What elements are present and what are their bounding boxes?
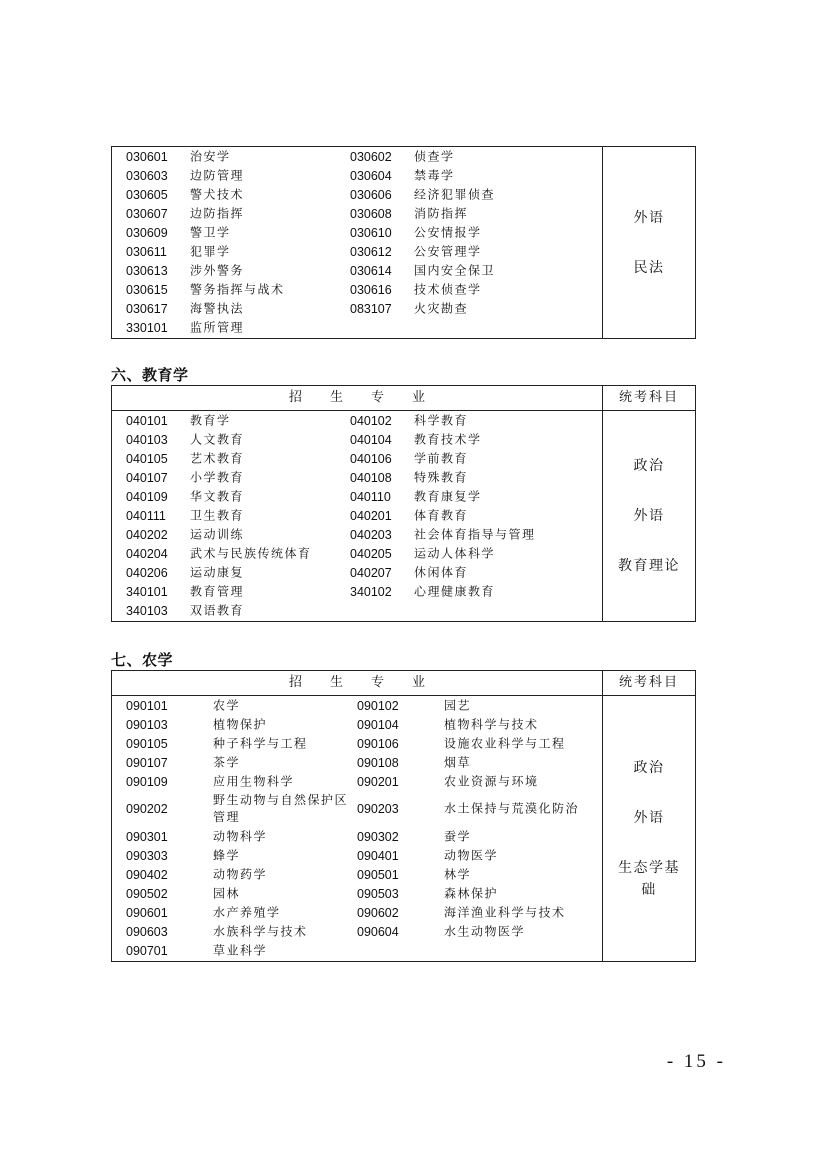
major-code: 040202: [126, 527, 168, 542]
major-name: 水土保持与荒漠化防治: [444, 801, 580, 816]
majors-list: [112, 411, 603, 622]
major-code: 340102: [350, 584, 392, 599]
major-row: [112, 903, 602, 922]
exam-subjects-cell: [603, 411, 696, 622]
major-code: 090701: [126, 943, 168, 958]
major-name: 蚕学: [444, 829, 472, 843]
major-row: [112, 865, 602, 884]
exam-subject: 政治: [633, 458, 665, 474]
major-row: [112, 582, 602, 601]
exam-subjects-cell: [603, 696, 696, 962]
major-name: 茶学: [213, 755, 241, 769]
major-row: [112, 261, 602, 280]
major-name: 公安情报学: [414, 225, 482, 239]
table-continued: [111, 146, 695, 339]
major-name: 警卫学: [190, 225, 231, 239]
major-row: [112, 715, 602, 734]
major-name: 教育康复学: [414, 489, 482, 503]
major-row: [112, 846, 602, 865]
major-name: 教育学: [190, 413, 231, 427]
majors-list-body: [112, 696, 602, 960]
major-code: 040101: [126, 413, 168, 428]
major-row: [112, 223, 602, 242]
major-name: 警务指挥与战术: [190, 282, 285, 296]
major-code: 330101: [126, 320, 168, 335]
major-code: 040110: [350, 489, 391, 504]
major-name: 治安学: [190, 149, 231, 163]
major-code: 040108: [350, 470, 392, 485]
major-code: 090105: [126, 736, 168, 751]
major-code: 040107: [126, 470, 168, 485]
major-name: 运动康复: [190, 565, 245, 579]
major-name: 国内安全保卫: [414, 263, 496, 277]
major-name: 休闲体育: [414, 565, 469, 579]
major-name: 卫生教育: [190, 508, 245, 522]
major-name: 农学: [213, 698, 241, 712]
major-name: 海警执法: [190, 301, 245, 315]
major-code: 090601: [126, 905, 168, 920]
exam-subjects-cell: [603, 147, 696, 339]
major-code: 040207: [350, 565, 392, 580]
major-name: 经济犯罪侦查: [414, 187, 496, 201]
major-row: [112, 884, 602, 903]
major-name: 边防管理: [190, 168, 245, 182]
major-code: 030604: [350, 168, 392, 183]
exam-subject: 外语: [633, 809, 665, 826]
major-row: [112, 185, 602, 204]
major-code: 090302: [357, 829, 399, 844]
section-title-education: 六、教育学: [111, 366, 189, 384]
major-code: 030605: [126, 187, 168, 202]
major-code: 030611: [126, 244, 167, 259]
exam-subject: 教育理论: [618, 558, 680, 574]
major-name: 特殊教育: [414, 470, 469, 484]
majors-list-body: [112, 147, 602, 337]
exam-subject: 外语: [633, 209, 665, 226]
major-row: [112, 449, 602, 468]
header-majors: 招生专业: [112, 386, 603, 411]
major-code: 090201: [357, 774, 399, 789]
major-code: 030603: [126, 168, 168, 183]
majors-list: [112, 696, 603, 962]
major-name: 森林保护: [444, 886, 499, 900]
major-code: 090107: [126, 755, 168, 770]
major-row: [112, 772, 602, 791]
major-row: [112, 430, 602, 449]
major-row: [112, 166, 602, 185]
majors-table-agriculture: [111, 670, 696, 962]
major-code: 090104: [357, 717, 399, 732]
major-name: 应用生物科学: [213, 774, 295, 788]
major-row: [112, 468, 602, 487]
major-code: 030614: [350, 263, 392, 278]
exam-subject: 政治: [633, 759, 665, 776]
major-name: 心理健康教育: [414, 584, 496, 598]
majors-table-public-security: [111, 146, 696, 339]
major-code: 090103: [126, 717, 168, 732]
major-code: 090301: [126, 829, 168, 844]
major-name: 小学教育: [190, 470, 245, 484]
major-code: 030601: [126, 149, 168, 164]
major-code: 090501: [357, 867, 399, 882]
major-code: 030616: [350, 282, 392, 297]
major-name: 动物科学: [213, 829, 268, 843]
major-name: 动物医学: [444, 848, 499, 862]
major-name: 水产养殖学: [213, 905, 281, 919]
major-name: 蜂学: [213, 848, 241, 862]
major-row: [112, 544, 602, 563]
major-name: 体育教育: [414, 508, 469, 522]
major-name: 植物保护: [213, 717, 268, 731]
major-row: [112, 506, 602, 525]
major-code: 040109: [126, 489, 168, 504]
major-name: 消防指挥: [414, 206, 469, 220]
header-exam: 统考科目: [603, 671, 696, 696]
major-name: 运动训练: [190, 527, 245, 541]
major-code: 090202: [126, 802, 168, 816]
major-row: [112, 941, 602, 960]
major-code: 090101: [126, 698, 168, 713]
major-name: 教育管理: [190, 584, 245, 598]
major-name: 野生动物与自然保护区管理: [213, 793, 349, 824]
page-number: - 15 -: [666, 1051, 726, 1072]
major-name: 公安管理学: [414, 244, 482, 258]
major-name: 海洋渔业科学与技术: [444, 905, 566, 919]
major-code: 040203: [350, 527, 392, 542]
major-code: 040201: [350, 508, 392, 523]
major-row: [112, 563, 602, 582]
major-code: 040102: [350, 413, 392, 428]
major-name: 监所管理: [190, 320, 245, 334]
major-name: 科学教育: [414, 413, 469, 427]
major-name: 农业资源与环境: [444, 774, 539, 788]
major-name: 禁毒学: [414, 168, 455, 182]
major-name: 教育技术学: [414, 432, 482, 446]
major-code: 030607: [126, 206, 168, 221]
major-code: 340103: [126, 603, 168, 618]
exam-subjects: [603, 757, 695, 901]
agriculture-table-wrap: [111, 670, 695, 962]
major-code: 030617: [126, 301, 168, 316]
major-row: [112, 827, 602, 846]
major-name: 运动人体科学: [414, 546, 496, 560]
major-name: 植物科学与技术: [444, 717, 539, 731]
major-row: [112, 696, 602, 715]
major-code: 090106: [357, 736, 399, 751]
header-majors: 招生专业: [112, 671, 603, 696]
major-name: 侦查学: [414, 149, 455, 163]
major-code: 083107: [350, 301, 392, 316]
major-code: 040104: [350, 432, 392, 447]
major-name: 社会体育指导与管理: [414, 527, 536, 541]
major-name: 涉外警务: [190, 263, 245, 277]
major-code: 030613: [126, 263, 168, 278]
education-table-wrap: [111, 385, 695, 622]
major-code: 040103: [126, 432, 168, 447]
major-code: 090603: [126, 924, 168, 939]
major-code: 040111: [126, 508, 166, 523]
majors-table-education: [111, 385, 696, 622]
major-code: 090108: [357, 755, 399, 770]
major-code: 090604: [357, 924, 399, 939]
major-row: [112, 922, 602, 941]
exam-subjects: [603, 455, 695, 577]
major-code: 090401: [357, 848, 399, 863]
major-code: 090502: [126, 886, 168, 901]
major-code: 040206: [126, 565, 168, 580]
major-row: [112, 204, 602, 223]
major-row: [112, 791, 602, 827]
major-name: 双语教育: [190, 603, 245, 617]
exam-subject: 生态学基础: [618, 859, 680, 898]
major-row: [112, 411, 602, 430]
major-name: 草业科学: [213, 943, 268, 957]
major-code: 090303: [126, 848, 168, 863]
major-name: 园林: [213, 886, 241, 900]
major-code: 090102: [357, 698, 399, 713]
major-code: 090109: [126, 774, 168, 789]
major-code: 030606: [350, 187, 392, 202]
major-row: [112, 487, 602, 506]
major-row: [112, 753, 602, 772]
major-code: 030602: [350, 149, 392, 164]
major-name: 武术与民族传统体育: [190, 546, 312, 560]
major-code: 040105: [126, 451, 168, 466]
major-row: [112, 734, 602, 753]
major-name: 人文教育: [190, 432, 245, 446]
major-name: 动物药学: [213, 867, 268, 881]
major-name: 边防指挥: [190, 206, 245, 220]
header-exam: 统考科目: [603, 386, 696, 411]
major-name: 园艺: [444, 698, 472, 712]
major-row: [112, 525, 602, 544]
major-name: 犯罪学: [190, 244, 231, 258]
exam-subjects: [603, 207, 695, 279]
exam-subject: 民法: [633, 259, 665, 276]
section-title-agriculture: 七、农学: [111, 651, 174, 669]
major-row: [112, 601, 602, 620]
major-name: 设施农业科学与工程: [444, 736, 566, 750]
major-name: 学前教育: [414, 451, 469, 465]
major-name: 艺术教育: [190, 451, 245, 465]
major-name: 火灾勘查: [414, 301, 469, 315]
major-name: 技术侦查学: [414, 282, 482, 296]
major-code: 030615: [126, 282, 168, 297]
major-code: 090203: [357, 802, 399, 816]
major-name: 水族科学与技术: [213, 924, 308, 938]
major-row: [112, 242, 602, 261]
major-row: [112, 318, 602, 337]
major-name: 水生动物医学: [444, 924, 526, 938]
major-code: 030609: [126, 225, 168, 240]
exam-subject: 外语: [633, 508, 665, 524]
majors-list-body: [112, 411, 602, 620]
major-name: 林学: [444, 867, 472, 881]
major-code: 040205: [350, 546, 392, 561]
majors-list: [112, 147, 603, 339]
major-code: 030612: [350, 244, 392, 259]
major-code: 090503: [357, 886, 399, 901]
major-row: [112, 280, 602, 299]
major-row: [112, 299, 602, 318]
major-name: 华文教育: [190, 489, 245, 503]
major-name: 警犬技术: [190, 187, 245, 201]
major-name: 种子科学与工程: [213, 736, 308, 750]
major-code: 090602: [357, 905, 399, 920]
major-name: 烟草: [444, 755, 472, 769]
major-code: 030608: [350, 206, 392, 221]
major-code: 040204: [126, 546, 168, 561]
major-code: 090402: [126, 867, 168, 882]
major-row: [112, 147, 602, 166]
major-code: 340101: [126, 584, 168, 599]
major-code: 040106: [350, 451, 392, 466]
major-code: 030610: [350, 225, 392, 240]
